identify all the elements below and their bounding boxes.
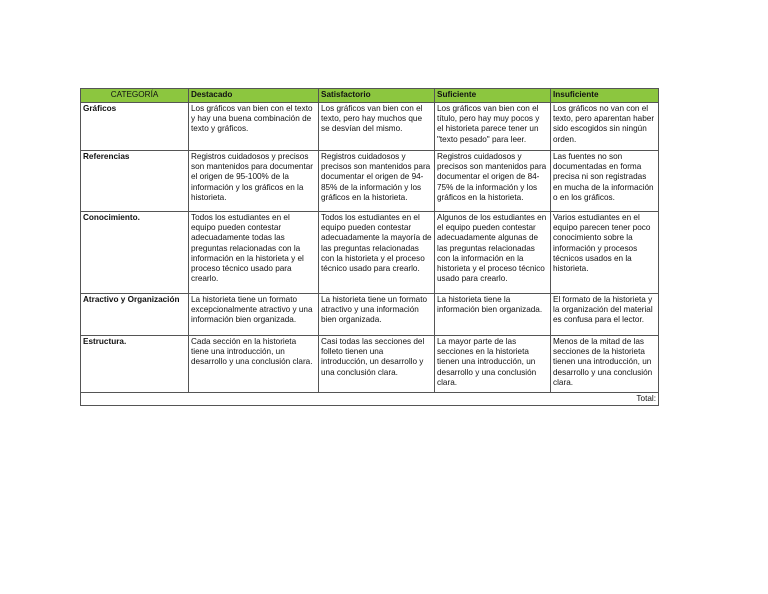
category-cell: Atractivo y Organización (81, 294, 189, 336)
destacado-cell: Todos los estudiantes en el equipo pueden contestar adecuadamente todas las preguntas relacionadas con la información en la historieta y el proceso técnico usado para crearlo. (189, 212, 319, 294)
destacado-cell: La historieta tiene un formato excepcionalmente atractivo y una información bien organizada. (189, 294, 319, 336)
satisfactorio-cell: Los gráficos van bien con el texto, pero hay muchos que se desvían del mismo. (319, 103, 435, 151)
header-destacado: Destacado (189, 89, 319, 103)
satisfactorio-cell: Todos los estudiantes en el equipo pueden contestar adecuadamente la mayoría de las preguntas relacionadas con la historieta y el proceso técnico usado para crearlo. (319, 212, 435, 294)
insuficiente-cell: Varios estudiantes en el equipo parecen tener poco conocimiento sobre la información y procesos técnicos usados en la historieta. (551, 212, 659, 294)
insuficiente-cell: Las fuentes no son documentadas en forma precisa ni son registradas en mucha de la información o en los gráficos. (551, 151, 659, 212)
total-label: Total: (81, 393, 659, 406)
header-row (81, 89, 659, 103)
destacado-cell: Cada sección en la historieta tiene una introducción, un desarrollo y una conclusión clara. (189, 336, 319, 393)
category-cell: Gráficos (81, 103, 189, 151)
total-row (81, 393, 659, 406)
insuficiente-cell: El formato de la historieta y la organización del material es confusa para el lector. (551, 294, 659, 336)
suficiente-cell: Los gráficos van bien con el título, pero hay muy pocos y el historieta parece tener un "texto pesado" para leer. (435, 103, 551, 151)
header-suficiente: Suficiente (435, 89, 551, 103)
header-categoria: CATEGORÍA (81, 89, 189, 103)
insuficiente-cell: Menos de la mitad de las secciones de la historieta tienen una introducción, un desarrollo y una conclusión clara. (551, 336, 659, 393)
satisfactorio-cell: Casi todas las secciones del folleto tienen una introducción, un desarrollo y una conclusión clara. (319, 336, 435, 393)
insuficiente-cell: Los gráficos no van con el texto, pero aparentan haber sido escogidos sin ningún orden. (551, 103, 659, 151)
satisfactorio-cell: La historieta tiene un formato atractivo y una información bien organizada. (319, 294, 435, 336)
table-row (81, 151, 659, 212)
destacado-cell: Los gráficos van bien con el texto y hay una buena combinación de texto y gráficos. (189, 103, 319, 151)
suficiente-cell: La historieta tiene la información bien organizada. (435, 294, 551, 336)
table-row (81, 212, 659, 294)
suficiente-cell: Registros cuidadosos y precisos son mantenidos para documentar el origen de 84-75% de la información y los gráficos en la historieta. (435, 151, 551, 212)
table-row (81, 294, 659, 336)
table-row (81, 336, 659, 393)
suficiente-cell: Algunos de los estudiantes en el equipo pueden contestar adecuadamente algunas de las preguntas relacionadas con la información en la historieta y el proceso técnico usado para crearlo. (435, 212, 551, 294)
table-row (81, 103, 659, 151)
header-insuficiente: Insuficiente (551, 89, 659, 103)
category-cell: Estructura. (81, 336, 189, 393)
category-cell: Conocimiento. (81, 212, 189, 294)
suficiente-cell: La mayor parte de las secciones en la historieta tienen una introducción, un desarrollo y una conclusión clara. (435, 336, 551, 393)
satisfactorio-cell: Registros cuidadosos y precisos son mantenidos para documentar el origen de 94-85% de la información y los gráficos en la historieta. (319, 151, 435, 212)
category-cell: Referencias (81, 151, 189, 212)
destacado-cell: Registros cuidadosos y precisos son mantenidos para documentar el origen de 95-100% de la información y los gráficos en la historieta. (189, 151, 319, 212)
rubric-table (80, 88, 659, 406)
header-satisfactorio: Satisfactorio (319, 89, 435, 103)
